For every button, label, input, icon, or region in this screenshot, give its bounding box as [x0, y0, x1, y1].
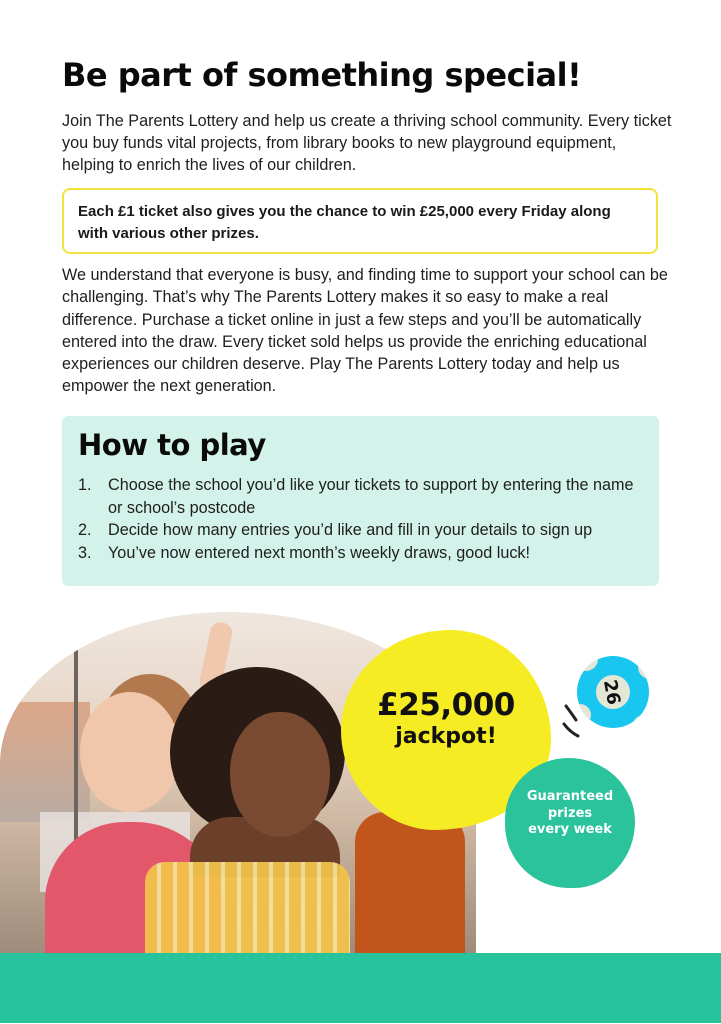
step-number: 3. [78, 543, 92, 562]
jackpot-amount: £25,000 [377, 687, 515, 723]
photo-person-right [355, 812, 465, 956]
photo-person-left-face [80, 692, 180, 812]
step-text: Choose the school you’d like your tickets to support by entering the name or school’s postcode [108, 476, 634, 517]
body-paragraph: We understand that everyone is busy, and finding time to support your school can be challenging. That’s why The Parents Lottery makes it so easy to make a real difference. Purchase a ticket online in just a few steps and you’ll be automatically entered into the draw. Every ticket sold helps us provide the enriching educational experiences our children deserve. Play The Parents Lottery today and help us empower the next generation. [62, 266, 668, 396]
lottery-ball-icon [576, 655, 650, 729]
jackpot-label: jackpot! [395, 724, 497, 749]
ball-number: 26 [599, 678, 625, 707]
step-number: 2. [78, 521, 92, 539]
footer-band [0, 953, 721, 1023]
how-to-play-panel [62, 416, 659, 586]
how-to-play-heading: How to play [78, 428, 266, 462]
step-number: 1. [78, 476, 92, 494]
step-text: You’ve now entered next month’s weekly draws, good luck! [108, 543, 531, 562]
steps-list [78, 474, 643, 564]
intro-paragraph: Join The Parents Lottery and help us create a thriving school community. Every ticket you buy funds vital projects, from library books to new playground equipment, helping to enrich the lives of our children. [62, 112, 672, 174]
step-text: Decide how many entries you’d like and fill in your details to sign up [108, 521, 593, 539]
photo-person-center-top [145, 862, 350, 956]
photo-person-center-face [230, 712, 330, 837]
step-item [78, 519, 643, 542]
guaranteed-prizes-text: Guaranteed prizes every week [526, 789, 614, 838]
step-item [78, 474, 643, 519]
prize-callout: Each £1 ticket also gives you the chance to win £25,000 every Friday along with various other prizes. [62, 188, 658, 254]
step-item [78, 542, 643, 565]
guaranteed-prizes-badge [505, 758, 635, 888]
page-title: Be part of something special! [62, 56, 582, 94]
